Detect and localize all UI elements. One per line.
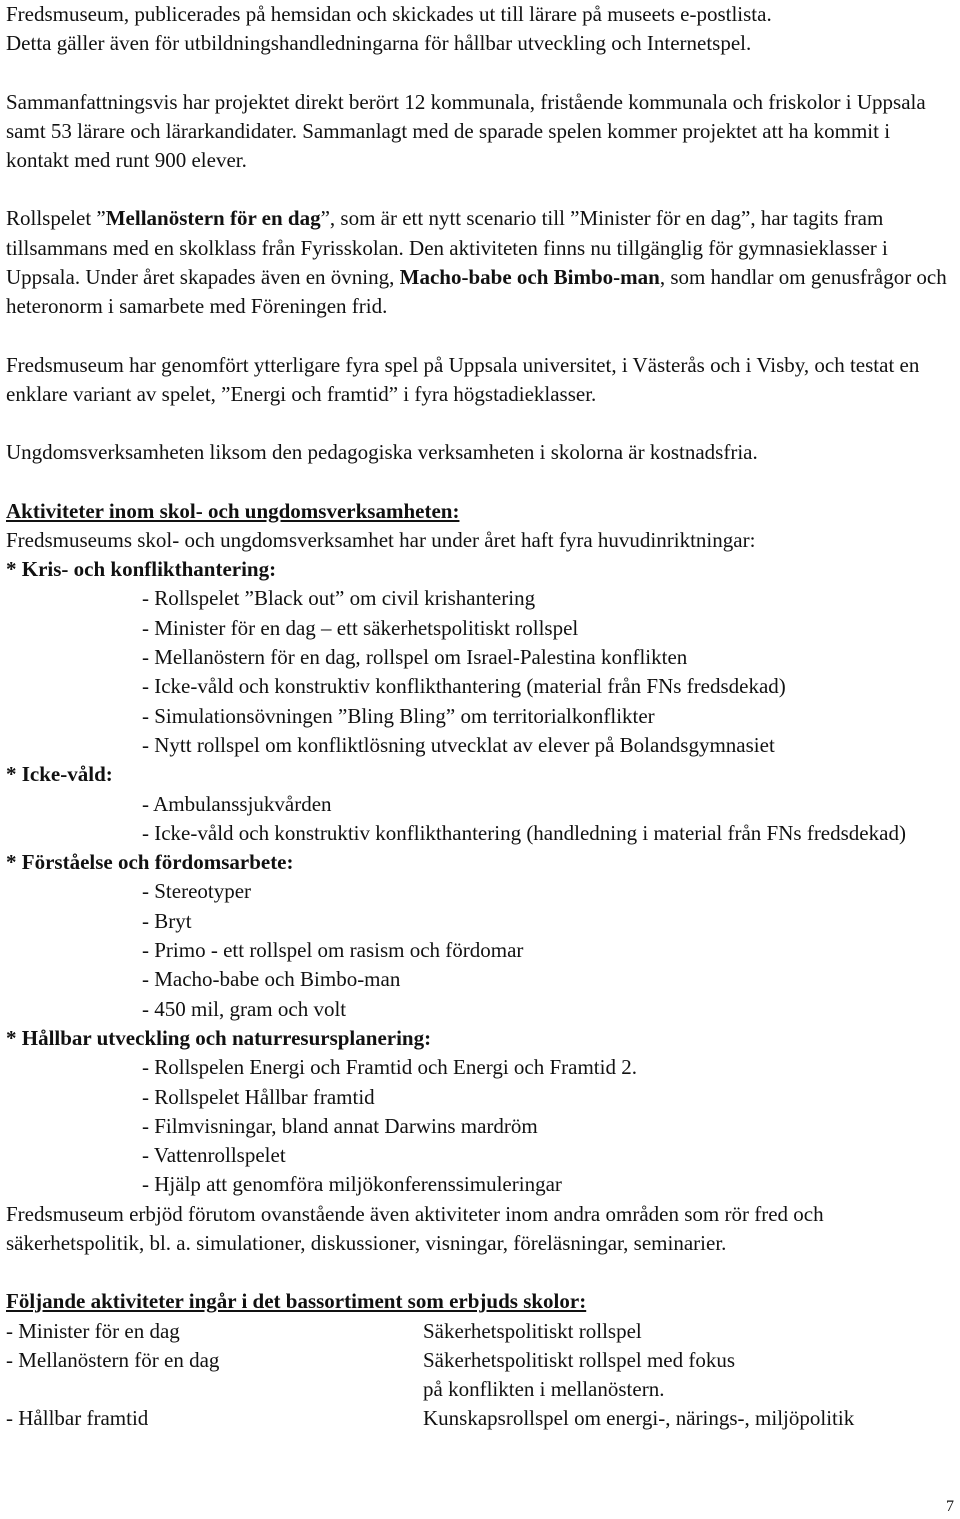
activity-name: - Mellanöstern för en dag (6, 1347, 220, 1372)
category-list (6, 877, 958, 1023)
kostnad-paragraph: Ungdomsverksamheten liksom den pedagogiska verksamheten i skolorna är kostnadsfria. (6, 440, 758, 465)
activity-name (6, 1375, 423, 1404)
activity-description: Säkerhetspolitiskt rollspel (423, 1318, 642, 1343)
list-item: - Simulationsövningen ”Bling Bling” om territorialkonflikter (142, 703, 655, 728)
activity-description: Säkerhetspolitiskt rollspel med fokus (423, 1347, 736, 1372)
list-item: - Nytt rollspel om konfliktlösning utvecklat av elever på Bolandsgymnasiet (142, 732, 775, 757)
list-item: - 450 mil, gram och volt (142, 996, 347, 1021)
table-row (6, 1317, 958, 1346)
rollspel-bold-macho: Macho-babe och Bimbo-man (399, 265, 660, 290)
rollspel-paragraph (6, 204, 958, 321)
rollspel-text-4: Under året skapades även en övning, (85, 265, 395, 290)
list-item: - Icke-våld och konstruktiv konflikthantering (handledning i material från FNs fredsdekad) (142, 820, 906, 845)
rollspel-text-3: Den aktiviteten finns nu tillgänglig för gymnasieklasser i Uppsala. (6, 235, 888, 290)
activity-description: Kunskapsrollspel om energi-, närings-, miljöpolitik (423, 1406, 855, 1431)
list-item: - Rollspelet Hållbar framtid (142, 1084, 375, 1109)
spel-paragraph: Fredsmuseum har genomfört ytterligare fyra spel på Uppsala universitet, i Västerås och i Visby, och testat en enklare variant av spelet, ”Energi och framtid” i fyra högstadieklasser. (6, 352, 920, 406)
list-item: - Icke-våld och konstruktiv konflikthantering (material från FNs fredsdekad) (142, 674, 786, 699)
activity-name: - Hållbar framtid (6, 1406, 149, 1431)
rollspel-text-1: Rollspelet ” (6, 206, 106, 231)
aktiviteter-closing: Fredsmuseum erbjöd förutom ovanstående även aktiviteter inom andra områden som rör fred och säkerhetspolitik, bl. a. simulationer, diskussioner, visningar, föreläsningar, seminarier. (6, 1201, 824, 1255)
rollspel-bold-mellanostern: Mellanöstern för en dag (105, 206, 321, 231)
list-item: - Hjälp att genomföra miljökonferenssimuleringar (142, 1172, 562, 1197)
list-item: - Rollspelet ”Black out” om civil krishantering (142, 586, 536, 611)
summary-paragraph (6, 88, 958, 176)
aktiviteter-heading: Aktiviteter inom skol- och ungdomsverksamheten: (6, 498, 460, 523)
activity-name: - Minister för en dag (6, 1318, 180, 1343)
category-title: * Förståelse och fördomsarbete: (6, 850, 294, 875)
intro-line-2: Detta gäller även för utbildningshandledningarna för hållbar utveckling och Internetspel. (6, 31, 752, 56)
rollspel-text-5: , som handlar om genusfrågor och heteronorm i samarbete med Föreningen frid. (6, 265, 947, 319)
list-item: - Primo - ett rollspel om rasism och fördomar (142, 938, 524, 963)
summary-text: Sammanfattningsvis har projektet direkt berört 12 kommunala, fristående kommunala och friskolor i Uppsala samt 53 lärare och lärarkandidater. (6, 89, 926, 143)
table-row (6, 1346, 958, 1375)
aktiviteter-section (6, 497, 958, 1259)
list-item: - Macho-babe och Bimbo-man (142, 967, 401, 992)
list-item: - Vattenrollspelet (142, 1143, 286, 1168)
activity-description: på konflikten i mellanöstern. (423, 1377, 665, 1402)
list-item: - Filmvisningar, bland annat Darwins mardröm (142, 1113, 538, 1138)
category-title: * Kris- och konflikthantering: (6, 557, 277, 582)
aktiviteter-lead: Fredsmuseums skol- och ungdomsverksamhet har under året haft fyra huvudinriktningar: (6, 527, 756, 552)
list-item: - Rollspelen Energi och Framtid och Energi och Framtid 2. (142, 1055, 637, 1080)
list-item: - Mellanöstern för en dag, rollspel om Israel-Palestina konflikten (142, 645, 688, 670)
intro-paragraph (6, 0, 958, 59)
category-list (6, 790, 958, 849)
category-list (6, 584, 958, 760)
category-title: * Icke-våld: (6, 762, 113, 787)
summary-text-2: Sammanlagt med de sparade spelen kommer projektet att ha kommit i kontakt med runt 900 elever. (6, 118, 891, 173)
table-row (6, 1404, 958, 1433)
table-row (6, 1375, 958, 1404)
rollspel-text-2: ”, som är ett nytt scenario till ”Minister för en dag”, har tagits fram tillsammans med en skolklass från Fyrisskolan. (6, 206, 884, 260)
category-list (6, 1053, 958, 1199)
bassortiment-section (6, 1287, 958, 1433)
list-item: - Stereotyper (142, 879, 252, 904)
list-item: - Minister för en dag – ett säkerhetspolitiskt rollspel (142, 615, 579, 640)
bassortiment-heading: Följande aktiviteter ingår i det bassortiment som erbjuds skolor: (6, 1289, 587, 1314)
document-page (6, 0, 958, 1434)
intro-line-1: Fredsmuseum, publicerades på hemsidan och skickades ut till lärare på museets e-postlista. (6, 2, 772, 26)
category-title: * Hållbar utveckling och naturresursplanering: (6, 1025, 432, 1050)
list-item: - Bryt (142, 908, 192, 933)
page-number: 7 (946, 1498, 954, 1515)
list-item: - Ambulanssjukvården (142, 791, 332, 816)
